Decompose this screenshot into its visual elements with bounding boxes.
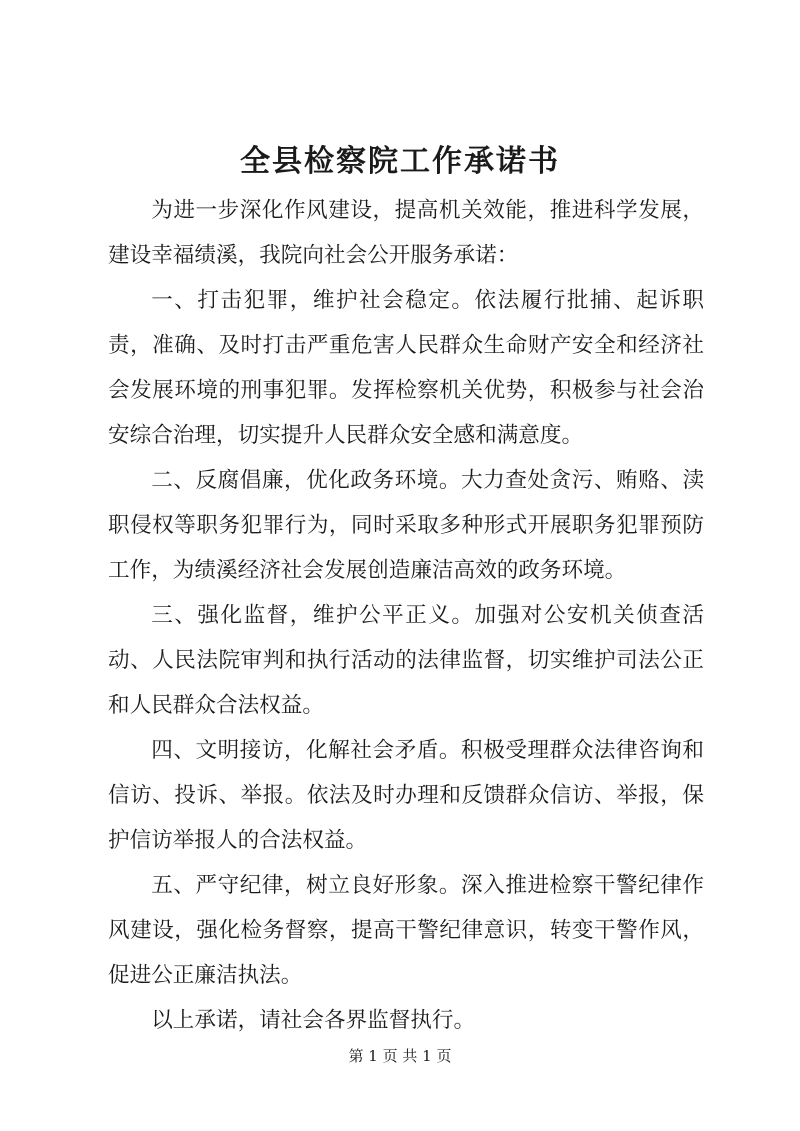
intro-paragraph: 为进一步深化作风建设，提高机关效能，推进科学发展，建设幸福绩溪，我院向社会公开服务承诺： (108, 198, 704, 268)
document-body (108, 188, 704, 1043)
commitment-paragraph-3: 三、强化监督，维护公平正义。加强对公安机关侦查活动、人民法院审判和执行活动的法律监督，切实维护司法公正和人民群众合法权益。 (108, 603, 704, 718)
document-title: 全县检察院工作承诺书 (240, 144, 560, 179)
commitment-paragraph-1: 一、打击犯罪，维护社会稳定。依法履行批捕、起诉职责，准确、及时打击严重危害人民群众生命财产安全和经济社会发展环境的刑事犯罪。发挥检察机关优势，积极参与社会治安综合治理，切实提升人民群众安全感和满意度。 (108, 288, 704, 448)
closing-paragraph: 以上承诺，请社会各界监督执行。 (151, 1008, 476, 1033)
commitment-paragraph-2: 二、反腐倡廉，优化政务环境。大力查处贪污、贿赂、渎职侵权等职务犯罪行为，同时采取多种形式开展职务犯罪预防工作，为绩溪经济社会发展创造廉洁高效的政务环境。 (108, 468, 704, 583)
commitment-paragraph-5: 五、严守纪律，树立良好形象。深入推进检察干警纪律作风建设，强化检务督察，提高干警纪律意识，转变干警作风，促进公正廉洁执法。 (108, 873, 704, 988)
commitment-paragraph-4: 四、文明接访，化解社会矛盾。积极受理群众法律咨询和信访、投诉、举报。依法及时办理和反馈群众信访、举报，保护信访举报人的合法权益。 (108, 738, 704, 853)
page-footer: 第 1 页 共 1 页 (348, 1047, 452, 1065)
